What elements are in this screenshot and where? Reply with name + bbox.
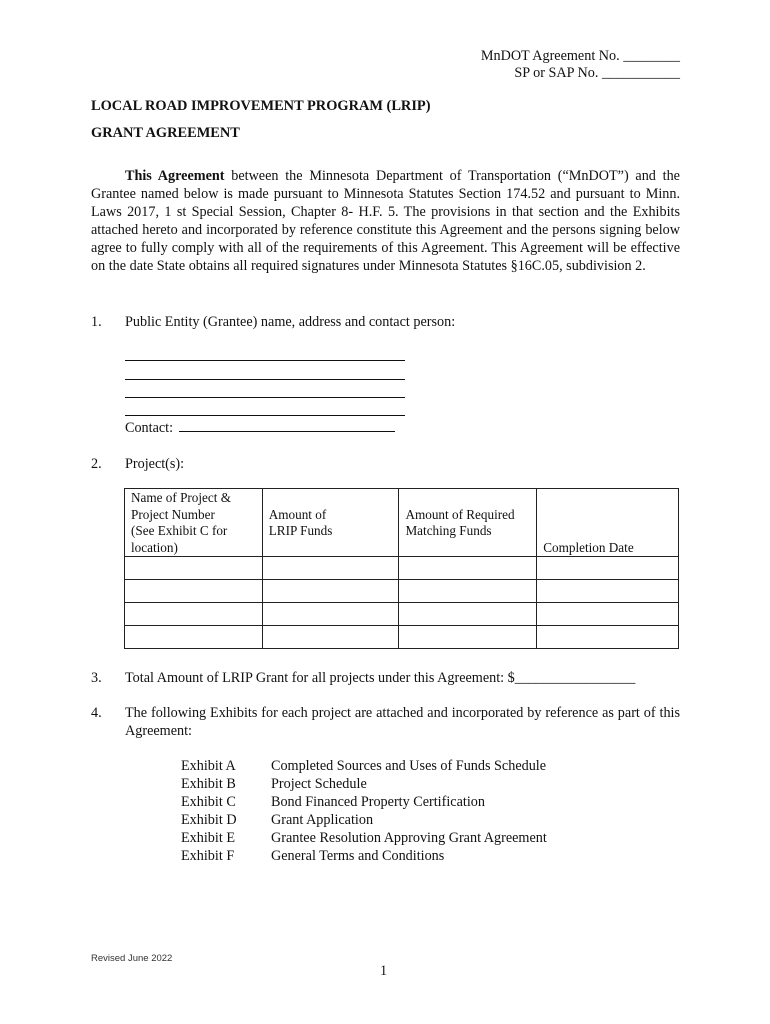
- table-cell[interactable]: [537, 557, 679, 580]
- table-cell[interactable]: [399, 557, 537, 580]
- exhibit-desc: Completed Sources and Uses of Funds Schedule: [271, 758, 547, 774]
- exhibit-key: Exhibit C: [181, 794, 236, 810]
- agreement-number-line: MnDOT Agreement No. ________: [480, 48, 680, 64]
- table-cell[interactable]: [537, 626, 679, 649]
- intro-body: between the Minnesota Department of Transportation (“MnDOT”) and the Grantee named below is made pursuant to Minnesota Statutes Section 174.52 and pursuant to Minn. Laws 2017, 1 st Special Session, Chapter 8- H.F. 5. The provisions in that section and the Exhibits attached hereto and incorporated by reference constitute this Agreement and the persons signing below agree to fully comply with all of the requirements of this Agreement. This Agreement will be effective on the date State obtains all required signatures under Minnesota Statutes §16C.05, subdivision 2.: [91, 168, 680, 274]
- document-title: LOCAL ROAD IMPROVEMENT PROGRAM (LRIP): [91, 98, 431, 114]
- table-row: [125, 603, 679, 626]
- item-4-text: The following Exhibits for each project are attached and incorporated by reference as part of this Agreement:: [125, 705, 680, 739]
- item-2-number: 2.: [91, 456, 102, 472]
- contact-row: [125, 417, 395, 437]
- col-project-name: Name of Project & Project Number (See Exhibit C for location): [125, 489, 263, 557]
- exhibits-list: [181, 757, 547, 865]
- table-cell[interactable]: [262, 580, 399, 603]
- item-1-text: Public Entity (Grantee) name, address and contact person:: [125, 314, 456, 330]
- grantee-address-field-3[interactable]: [125, 415, 405, 416]
- exhibit-key: Exhibit F: [181, 848, 235, 864]
- exhibit-desc: Bond Financed Property Certification: [271, 794, 485, 810]
- table-cell[interactable]: [399, 603, 537, 626]
- table-cell[interactable]: [125, 626, 263, 649]
- document-subtitle: GRANT AGREEMENT: [91, 125, 240, 141]
- list-item: [181, 757, 547, 775]
- revision-note: Revised June 2022: [91, 953, 173, 964]
- exhibit-key: Exhibit B: [181, 776, 236, 792]
- grantee-address-field-1[interactable]: [125, 379, 405, 380]
- intro-paragraph: [91, 167, 680, 275]
- item-3-number: 3.: [91, 670, 102, 686]
- col-lrip-funds: Amount of LRIP Funds: [262, 489, 399, 557]
- table-cell[interactable]: [399, 626, 537, 649]
- table-cell[interactable]: [125, 557, 263, 580]
- contact-field[interactable]: [179, 417, 395, 432]
- list-item: [181, 829, 547, 847]
- item-2-text: Project(s):: [125, 456, 185, 472]
- table-cell[interactable]: [399, 580, 537, 603]
- table-cell[interactable]: [125, 603, 263, 626]
- exhibit-desc: Grant Application: [271, 812, 374, 828]
- contact-label: Contact:: [125, 420, 174, 436]
- table-row: [125, 580, 679, 603]
- list-item: [181, 811, 547, 829]
- exhibit-desc: Grantee Resolution Approving Grant Agreement: [271, 830, 547, 846]
- table-cell[interactable]: [262, 603, 399, 626]
- table-cell[interactable]: [262, 626, 399, 649]
- exhibit-desc: Project Schedule: [271, 776, 367, 792]
- table-cell[interactable]: [125, 580, 263, 603]
- item-1-number: 1.: [91, 314, 102, 330]
- list-item: [181, 793, 547, 811]
- table-cell[interactable]: [537, 580, 679, 603]
- projects-table: [124, 488, 679, 649]
- projects-table-header: [125, 489, 679, 557]
- col-matching-funds: Amount of Required Matching Funds: [399, 489, 537, 557]
- exhibit-key: Exhibit E: [181, 830, 235, 846]
- item-3-text: Total Amount of LRIP Grant for all projects under this Agreement: $_________________: [125, 670, 636, 686]
- list-item: [181, 847, 547, 865]
- intro-lead: This Agreement: [125, 168, 225, 184]
- grantee-address-field-2[interactable]: [125, 397, 405, 398]
- item-4-number: 4.: [91, 705, 102, 721]
- exhibit-desc: General Terms and Conditions: [271, 848, 445, 864]
- col-completion-date: Completion Date: [537, 489, 679, 557]
- exhibit-key: Exhibit D: [181, 812, 237, 828]
- page-number: 1: [380, 963, 388, 979]
- table-cell[interactable]: [537, 603, 679, 626]
- grantee-name-field[interactable]: [125, 360, 405, 361]
- list-item: [181, 775, 547, 793]
- table-cell[interactable]: [262, 557, 399, 580]
- exhibit-key: Exhibit A: [181, 758, 236, 774]
- table-row: [125, 626, 679, 649]
- table-row: [125, 557, 679, 580]
- sp-number-line: SP or SAP No. ___________: [514, 65, 680, 81]
